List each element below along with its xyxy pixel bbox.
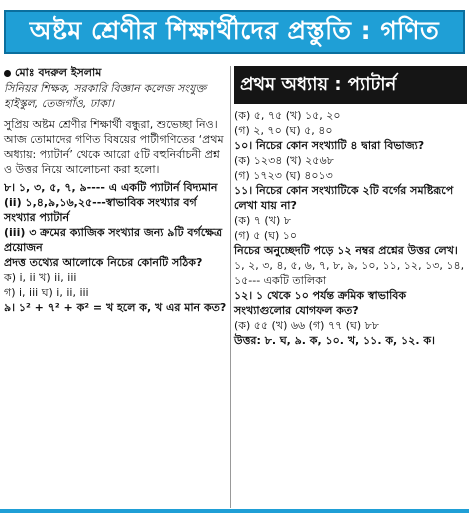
banner <box>0 0 469 60</box>
question-12: ১২। ১ থেকে ১০ পর্যন্ত ক্রমিক স্বাভাবিক সংখ্যাগুলোর যোগফল কত? <box>234 289 407 317</box>
left-column <box>4 66 228 508</box>
passage-list: ১, ২, ৩, ৪, ৫, ৬, ৭, ৮, ৯, ১০, ১১, ১২, ১৩, ১৪, ১৫--- একটি তালিকা <box>234 259 465 287</box>
question-8-options-1: ক) i, ii খ) ii, iii <box>4 271 77 284</box>
question-9: ৯। ১² + ৭² + ক² = খ হলে ক, খ এর মান কত? <box>4 301 227 314</box>
q9-options-1: (ক) ৫, ৭৫ (খ) ১৫, ২০ <box>234 109 341 122</box>
bottom-bar <box>0 509 469 513</box>
q10-options-1: (ক) ১২৩৪ (খ) ২৫৬৮ <box>234 154 334 167</box>
banner-box <box>4 10 465 54</box>
q10-options-2: (গ) ১৭২৩ (ঘ) ৪০১৩ <box>234 169 333 182</box>
question-8-ii: (ii) ১,৪,৯,১৬,২৫---স্বাভাবিক সংখ্যার বর্গ সংখ্যার প্যাটার্ন <box>4 196 197 224</box>
column-divider <box>230 66 231 508</box>
author-name: মোঃ বদরুল ইসলাম <box>15 66 102 79</box>
intro-paragraph: সুপ্রিয় অষ্টম শ্রেণীর শিক্ষার্থী বন্ধুরা, শুভেচ্ছা নিও। আজ তোমাদের গণিত বিষয়ের পাটীগণিতের ‘প্রথম অধ্যায়: প্যাটার্ন’ থেকে আরো ৫টি বহুনির্বাচনী প্রশ্ন ও উত্তর নিয়ে আলোচনা করা হলো। <box>4 118 224 176</box>
q9-options-2: (গ) ২, ৭০ (ঘ) ৫, ৪০ <box>234 124 333 137</box>
passage-instruction: নিচের অনুচ্ছেদটি পড়ে ১২ নম্বর প্রশ্নের উত্তর লেখ। <box>234 244 458 257</box>
author-name-line <box>4 66 228 80</box>
question-11: ১১। নিচের কোন সংখ্যাটিকে ২টি বর্গের সমষ্টিরূপে লেখা যায় না? <box>234 184 454 212</box>
question-8-prompt: প্রদত্ত তথ্যের আলোকে নিচের কোনটি সঠিক? <box>4 256 203 269</box>
question-8-options-2: গ) i, iii ঘ) i, ii, iii <box>4 286 89 299</box>
author-description: সিনিয়র শিক্ষক, সরকারি বিজ্ঞান কলেজ সংযুক্ত হাইস্কুল, তেজগাঁও, ঢাকা। <box>4 82 207 110</box>
q11-options-1: (ক) ৭ (খ) ৮ <box>234 214 291 227</box>
question-8: ৮। ১, ৩, ৫, ৭, ৯---- এ একটি প্যাটার্ন বিদ্যমান <box>4 181 218 194</box>
page-title: অষ্টম শ্রেণীর শিক্ষার্থীদের প্রস্তুতি : গণিত <box>29 15 440 45</box>
section-title: প্রথম অধ্যায় : প্যাটার্ন <box>234 66 467 104</box>
question-10: ১০। নিচের কোন সংখ্যাটি ৪ দ্বারা বিভাজ্য? <box>234 139 425 152</box>
question-8-iii: (iii) ৩ ক্রমের ক্যাজিক সংখ্যার জন্য ৯টি বর্গক্ষেত্র প্রয়োজন <box>4 226 223 254</box>
bullet-icon <box>4 70 11 77</box>
answer-key: উত্তর: ৮. ঘ, ৯. ক, ১০. খ, ১১. ক, ১২. ক। <box>234 334 435 347</box>
q12-options: (ক) ৫৫ (খ) ৬৬ (গ) ৭৭ (ঘ) ৮৮ <box>234 319 379 332</box>
right-column <box>234 66 467 508</box>
q11-options-2: (গ) ৫ (ঘ) ১০ <box>234 229 298 242</box>
